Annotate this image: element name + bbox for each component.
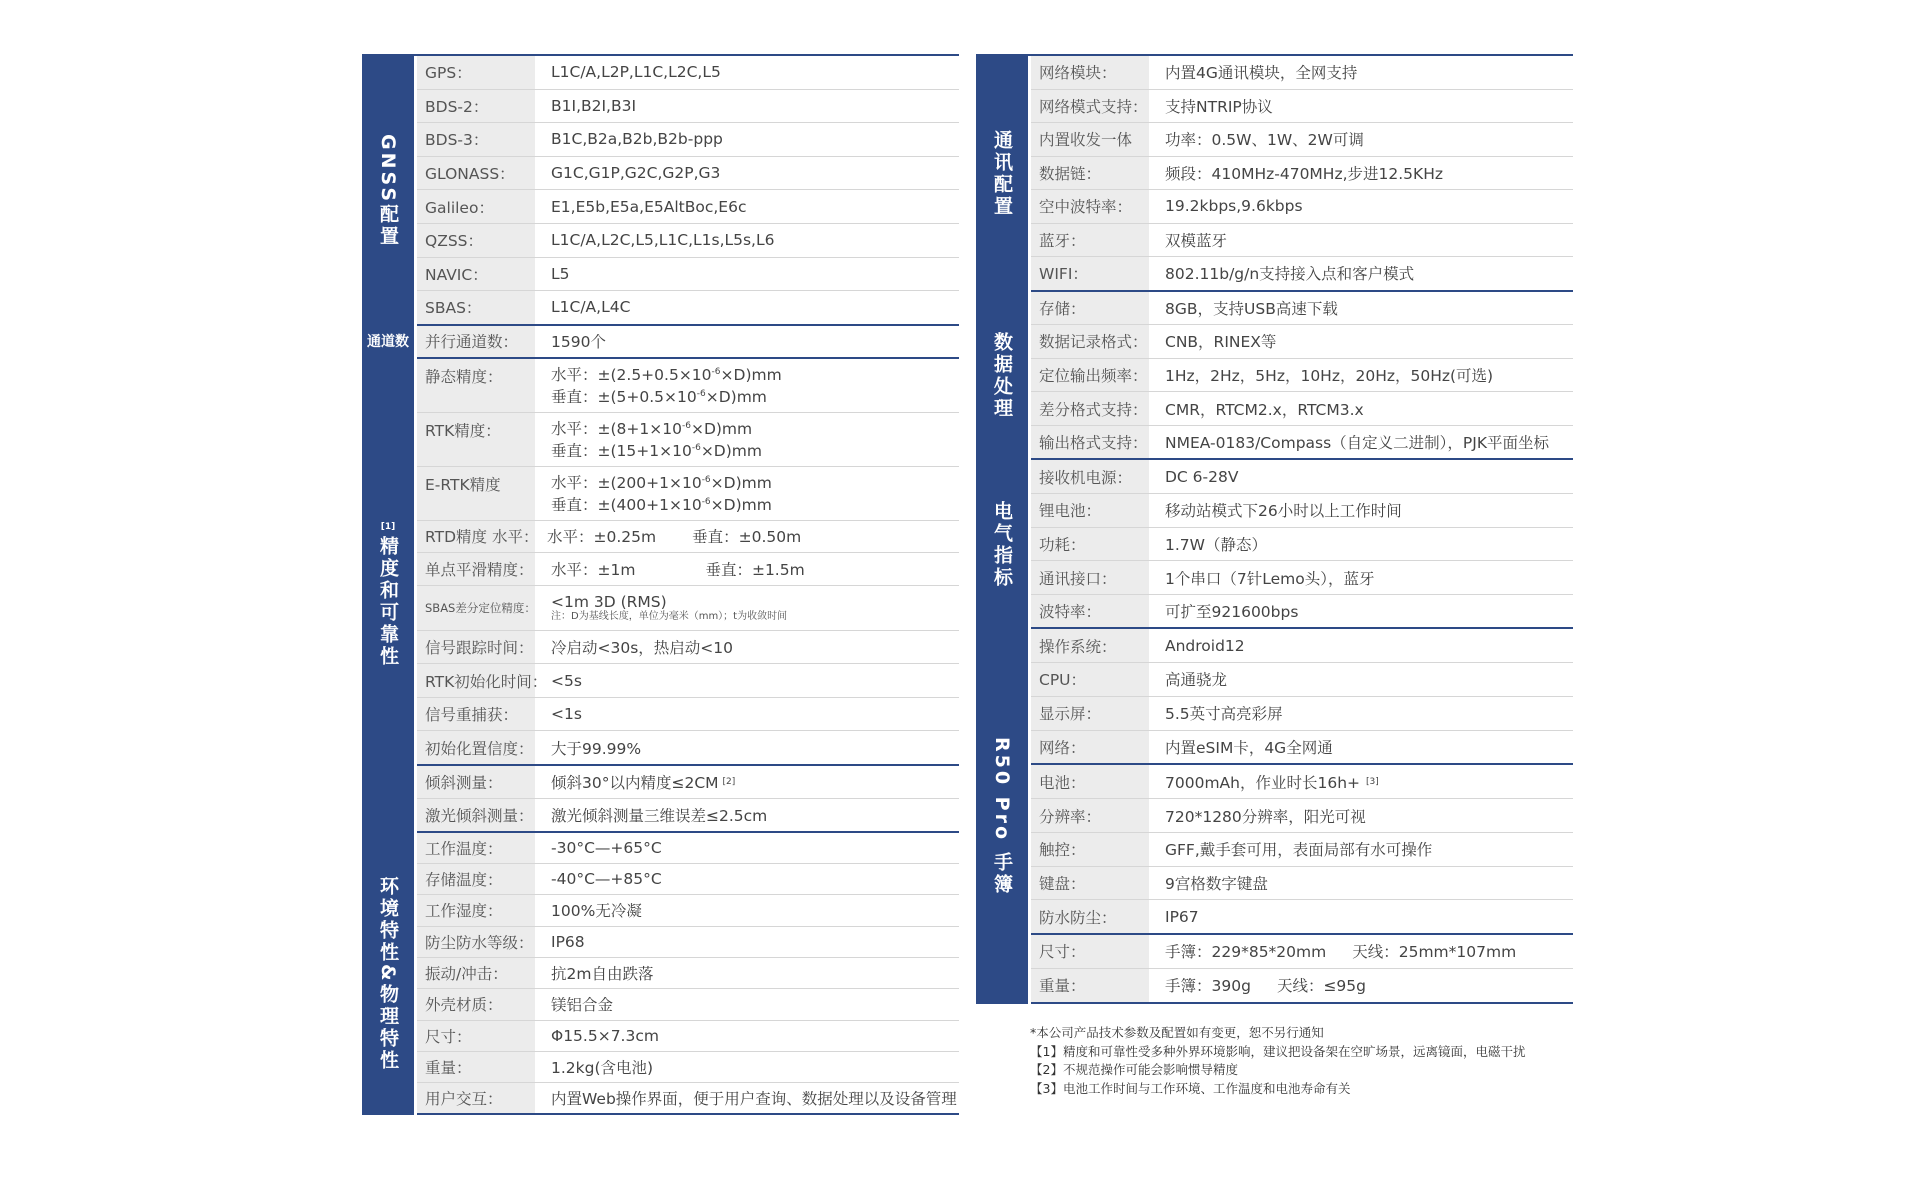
table-row <box>417 157 959 191</box>
row-value: 1Hz，2Hz，5Hz，10Hz，20Hz，50Hz(可选) <box>1165 366 1494 385</box>
table-row <box>417 521 959 553</box>
table-row <box>417 989 959 1020</box>
row-value: 9宫格数字键盘 <box>1165 874 1268 893</box>
row-value: Φ15.5×7.3cm <box>551 1026 659 1045</box>
table-row <box>1031 359 1573 393</box>
row-value: <1m 3D (RMS) 注：D为基线长度，单位为毫米（mm）；t为收敛时间 <box>535 586 959 630</box>
row-label: 网络： <box>1031 731 1149 764</box>
environment-rows <box>417 833 959 1116</box>
row-value: G1C,G1P,G2C,G2P,G3 <box>551 164 721 183</box>
row-value: -30°C—+65°C <box>551 838 662 857</box>
table-row <box>417 1021 959 1052</box>
row-value: <1s <box>551 705 582 723</box>
row-label: 存储温度： <box>417 864 535 894</box>
row-label: 存储： <box>1031 292 1149 325</box>
table-row <box>417 326 959 359</box>
electric-section <box>976 460 1573 629</box>
table-row <box>1031 697 1573 731</box>
gnss-section-title: GNSS配置 <box>362 56 414 326</box>
table-row <box>1031 494 1573 528</box>
row-label: WIFI： <box>1031 257 1149 290</box>
table-row <box>417 864 959 895</box>
table-row <box>1031 561 1573 595</box>
row-label: 显示屏： <box>1031 697 1149 730</box>
table-row <box>1031 224 1573 258</box>
row-value: 手簿：390g 天线：≤95g <box>1165 977 1366 996</box>
row-label: 内置收发一体 <box>1031 123 1149 156</box>
row-label: 工作湿度： <box>417 895 535 925</box>
channels-section <box>362 326 959 359</box>
row-label: 蓝牙： <box>1031 224 1149 257</box>
table-row <box>417 698 959 732</box>
row-value: 100%无冷凝 <box>551 902 642 921</box>
row-value: 功率：0.5W、1W、2W可调 <box>1165 131 1364 150</box>
table-row <box>1031 123 1573 157</box>
row-value: 移动站模式下26小时以上工作时间 <box>1165 502 1402 521</box>
table-row <box>1031 765 1573 799</box>
table-row <box>1031 426 1573 461</box>
handbook-section <box>976 629 1573 1004</box>
table-row <box>417 467 959 521</box>
row-label: 网络模式支持： <box>1031 90 1149 123</box>
row-label: 防水防尘： <box>1031 900 1149 933</box>
row-label: RTK精度： <box>417 413 535 466</box>
table-row <box>1031 900 1573 935</box>
row-label: 激光倾斜测量： <box>417 799 535 831</box>
table-row <box>1031 629 1573 663</box>
table-row <box>1031 292 1573 326</box>
electric-section-title: 电气指标 <box>976 460 1028 629</box>
row-label: NAVIC： <box>417 258 535 291</box>
table-row <box>1031 257 1573 292</box>
row-label: 单点平滑精度： <box>417 553 535 585</box>
row-value: <5s <box>551 671 582 690</box>
row-label: SBAS差分定位精度： <box>417 586 535 630</box>
table-row <box>1031 157 1573 191</box>
comm-section <box>976 54 1573 292</box>
footnote-line: *本公司产品技术参数及配置如有变更，恕不另行通知 <box>1030 1025 1324 1040</box>
row-value: B1I,B2I,B3I <box>551 96 637 115</box>
row-value: B1C,B2a,B2b,B2b-ppp <box>551 130 723 149</box>
table-row <box>417 799 959 833</box>
row-value: -40°C—+85°C <box>551 870 662 889</box>
row-value: IP68 <box>551 932 585 951</box>
row-label: BDS-3： <box>417 123 535 156</box>
table-row <box>1031 392 1573 426</box>
environment-section <box>362 833 959 1116</box>
table-row <box>1031 190 1573 224</box>
row-label: 差分格式支持： <box>1031 392 1149 425</box>
row-value: 倾斜30°以内精度≤2CM [2] <box>551 773 736 792</box>
environment-section-title: 环境特性&物理特性 <box>362 833 414 1116</box>
row-label: 静态精度： <box>417 359 535 412</box>
row-label: 定位输出频率： <box>1031 359 1149 392</box>
table-row <box>417 1083 959 1115</box>
row-value: L1C/A,L4C <box>551 298 631 317</box>
row-value: DC 6-28V <box>1165 467 1239 486</box>
row-label: 锂电池： <box>1031 494 1149 527</box>
row-label: 键盘： <box>1031 867 1149 900</box>
row-label: RTD精度 水平： <box>417 521 535 552</box>
row-label: SBAS： <box>417 291 535 324</box>
table-row <box>1031 731 1573 766</box>
table-row <box>1031 833 1573 867</box>
row-value: CMR，RTCM2.x，RTCM3.x <box>1165 400 1364 419</box>
row-value: NMEA-0183/Compass（自定义二进制），PJK平面坐标 <box>1165 434 1550 453</box>
row-value: CNB，RINEX等 <box>1165 333 1277 352</box>
table-row <box>417 766 959 799</box>
table-row <box>417 553 959 586</box>
row-label: 数据链： <box>1031 157 1149 190</box>
data-rows <box>1031 292 1573 461</box>
table-row <box>417 123 959 157</box>
table-row <box>417 731 959 766</box>
row-label: 网络模块： <box>1031 56 1149 89</box>
row-value: L1C/A,L2P,L1C,L2C,L5 <box>551 63 721 82</box>
row-label: Galileo： <box>417 190 535 223</box>
footnote-line: 【2】不规范操作可能会影响惯导精度 <box>1030 1062 1238 1077</box>
row-label: 空中波特率： <box>1031 190 1149 223</box>
row-value: 冷启动<30s，热启动<10 <box>551 639 733 657</box>
row-label: 电池： <box>1031 765 1149 798</box>
row-label: 通讯接口： <box>1031 561 1149 594</box>
accuracy-section <box>362 359 959 833</box>
row-label: 输出格式支持： <box>1031 426 1149 459</box>
electric-rows <box>1031 460 1573 629</box>
row-label: 外壳材质： <box>417 989 535 1019</box>
row-label: E-RTK精度 <box>417 467 535 520</box>
table-row <box>417 586 959 631</box>
row-value: 水平：$\pm(2.5+0.5\times 10^{-6}\times D)mm$ 垂直：$\pm(5+0.5\times 10^{-6}\times D)mm$ <box>551 366 782 407</box>
data-section <box>976 292 1573 461</box>
table-row <box>417 833 959 864</box>
row-value: 高通骁龙 <box>1165 671 1228 690</box>
row-value: 频段：410MHz-470MHz,步进12.5KHz <box>1165 164 1443 183</box>
row-label: GLONASS： <box>417 157 535 190</box>
row-label: 初始化置信度： <box>417 731 535 764</box>
row-value: 支持NTRIP协议 <box>1165 97 1273 116</box>
row-label: RTK初始化时间： <box>417 664 535 697</box>
row-label: 用户交互： <box>417 1083 535 1113</box>
left-spec-column <box>362 54 959 1115</box>
row-label: 接收机电源： <box>1031 460 1149 493</box>
table-row <box>417 291 959 326</box>
data-section-title: 数据处理 <box>976 292 1028 461</box>
comm-rows <box>1031 56 1573 292</box>
table-row <box>417 1052 959 1083</box>
table-row <box>417 927 959 958</box>
row-label: 触控： <box>1031 833 1149 866</box>
table-row <box>417 958 959 989</box>
table-row <box>417 190 959 224</box>
row-value: 1.7W（静态） <box>1165 535 1267 554</box>
row-label: 功耗： <box>1031 528 1149 561</box>
table-row <box>417 90 959 124</box>
footnote-mark: [1] <box>380 522 396 533</box>
footnote-line: 【1】精度和可靠性受多种外界环境影响，建议把设备架在空旷场景，远离镜面，电磁干扰 <box>1030 1043 1526 1059</box>
row-label: BDS-2： <box>417 90 535 123</box>
gnss-section <box>362 54 959 326</box>
row-label: 防尘防水等级： <box>417 927 535 957</box>
row-value: 1个串口（7针Lemo头），蓝牙 <box>1165 569 1375 588</box>
right-spec-column <box>976 54 1573 1096</box>
table-row <box>1031 799 1573 833</box>
accuracy-section-title: [1] 精度和可靠性 <box>362 359 414 833</box>
channels-section-title: 通道数 <box>362 326 414 359</box>
row-value: L1C/A,L2C,L5,L1C,L1s,L5s,L6 <box>551 231 775 250</box>
row-label: QZSS： <box>417 224 535 257</box>
comm-section-title: 通讯配置 <box>976 56 1028 292</box>
footnote-line: 【3】电池工作时间与工作环境、工作温度和电池寿命有关 <box>1030 1080 1351 1096</box>
table-row <box>1031 460 1573 494</box>
table-row <box>417 56 959 90</box>
row-value: 水平：$\pm(200+1\times 10^{-6}\times D)mm$ 垂直：$\pm(400+1\times 10^{-6}\times D)mm$ <box>551 474 772 515</box>
table-row <box>417 413 959 467</box>
table-row <box>1031 528 1573 562</box>
row-value: 水平：$\pm(8+1\times 10^{-6}\times D)mm$ 垂直：$\pm(15+1\times 10^{-6}\times D)mm$ <box>551 420 762 461</box>
row-value: 802.11b/g/n支持接入点和客户模式 <box>1165 265 1415 284</box>
row-label: 倾斜测量： <box>417 766 535 798</box>
row-value: 1.2kg(含电池) <box>551 1058 654 1077</box>
row-label: GPS： <box>417 56 535 89</box>
table-row <box>1031 595 1573 630</box>
table-row <box>1031 90 1573 124</box>
accuracy-note: 注：D为基线长度，单位为毫米（mm）；t为收敛时间 <box>551 610 788 622</box>
table-row <box>1031 867 1573 901</box>
row-value: 激光倾斜测量三维误差≤2.5cm <box>551 806 768 825</box>
table-row <box>417 895 959 926</box>
row-label: 并行通道数： <box>417 326 535 357</box>
row-value: 可扩至921600bps <box>1165 603 1299 622</box>
table-row <box>1031 325 1573 359</box>
handbook-section-title: R50 Pro 手簿 <box>976 629 1028 1004</box>
row-value: 19.2kbps,9.6kbps <box>1165 197 1303 216</box>
row-value: 内置Web操作界面，便于用户查询、数据处理以及设备管理 <box>551 1090 957 1109</box>
row-value: 手簿：229*85*20mm 天线：25mm*107mm <box>1165 943 1517 962</box>
row-value: 镁铝合金 <box>551 996 614 1015</box>
row-label: CPU： <box>1031 663 1149 696</box>
row-label: 分辨率： <box>1031 799 1149 832</box>
row-label: 工作温度： <box>417 833 535 863</box>
row-label: 尺寸： <box>1031 935 1149 968</box>
table-row <box>417 631 959 665</box>
row-value: 水平：±0.25m 垂直：±0.50m <box>547 528 802 547</box>
row-value: 1590个 <box>551 333 606 352</box>
row-value: 720*1280分辨率，阳光可视 <box>1165 807 1366 826</box>
table-row <box>1031 935 1573 969</box>
row-value: Android12 <box>1165 636 1245 655</box>
table-row <box>1031 56 1573 90</box>
row-value: 水平：±1m 垂直：±1.5m <box>551 560 805 579</box>
footnotes <box>1030 1024 1525 1098</box>
row-label: 波特率： <box>1031 595 1149 628</box>
gnss-rows <box>417 56 959 326</box>
row-label: 数据记录格式： <box>1031 325 1149 358</box>
row-value: 内置eSIM卡，4G全网通 <box>1165 738 1333 757</box>
row-label: 尺寸： <box>417 1021 535 1051</box>
row-value: 内置4G通讯模块，全网支持 <box>1165 64 1358 83</box>
row-value: 7000mAh，作业时长16h+ [3] <box>1165 773 1379 792</box>
row-label: 信号跟踪时间： <box>417 631 535 664</box>
row-label: 操作系统： <box>1031 629 1149 662</box>
table-row <box>1031 969 1573 1004</box>
table-row <box>1031 663 1573 697</box>
row-value: 抗2m自由跌落 <box>551 965 654 984</box>
table-row <box>417 258 959 292</box>
row-label: 信号重捕获： <box>417 698 535 731</box>
row-label: 重量： <box>1031 969 1149 1002</box>
table-row <box>417 359 959 413</box>
row-label: 振动/冲击： <box>417 958 535 988</box>
row-value: GFF,戴手套可用，表面局部有水可操作 <box>1165 841 1433 860</box>
row-value: 双模蓝牙 <box>1165 231 1228 250</box>
row-value: E1,E5b,E5a,E5AltBoc,E6c <box>551 197 747 216</box>
table-row <box>417 224 959 258</box>
row-value: 大于99.99% <box>551 739 642 758</box>
row-value: 5.5英寸高亮彩屏 <box>1165 705 1283 724</box>
row-value: IP67 <box>1165 907 1199 926</box>
row-label: 重量： <box>417 1052 535 1082</box>
table-row <box>417 664 959 698</box>
row-value: L5 <box>551 264 570 283</box>
row-value: 8GB，支持USB高速下载 <box>1165 299 1338 318</box>
